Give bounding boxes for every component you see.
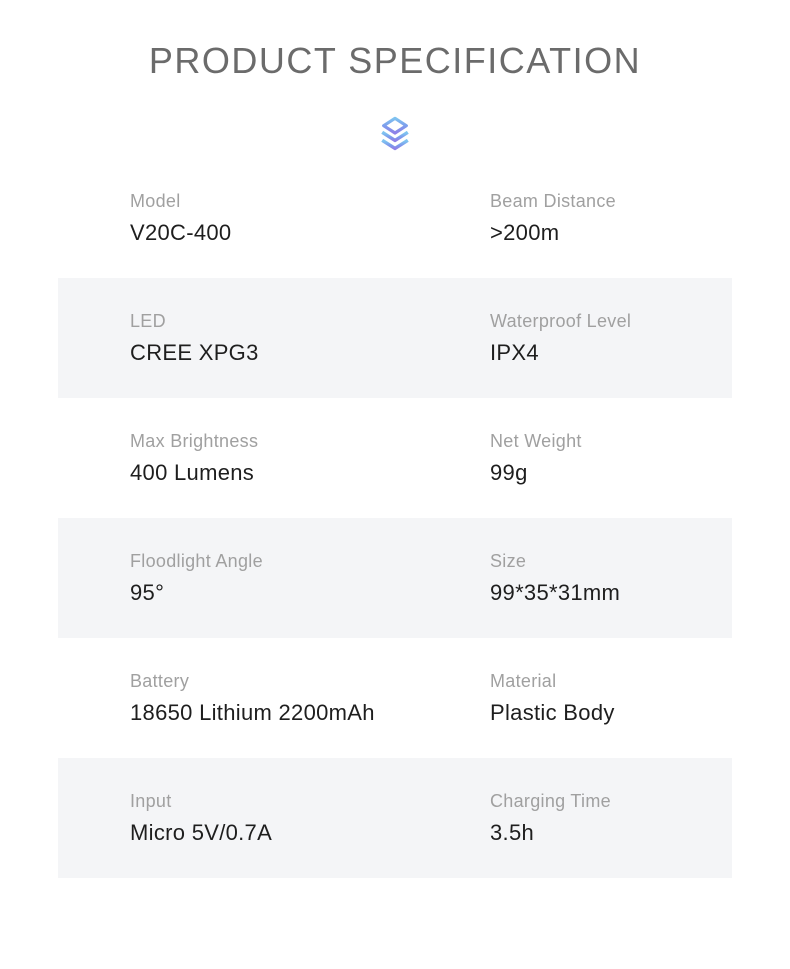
- spec-cell-led: [130, 311, 259, 365]
- spec-cell-net-weight: [490, 431, 582, 485]
- spec-row: [58, 158, 732, 278]
- spec-label: Input: [130, 791, 172, 811]
- spec-cell-waterproof-level: [490, 311, 631, 365]
- spec-value: V20C-400: [130, 220, 232, 245]
- icon-row: [0, 115, 790, 155]
- spec-label: Size: [490, 551, 527, 571]
- spec-row: [58, 518, 732, 638]
- spec-value: CREE XPG3: [130, 340, 259, 365]
- spec-label: Battery: [130, 671, 190, 691]
- spec-label: Model: [130, 191, 181, 211]
- spec-label: Charging Time: [490, 791, 611, 811]
- spec-value: 18650 Lithium 2200mAh: [130, 700, 375, 725]
- spec-label: Max Brightness: [130, 431, 259, 451]
- spec-value: 3.5h: [490, 820, 535, 845]
- spec-row: [58, 758, 732, 878]
- spec-cell-battery: [130, 671, 375, 725]
- spec-value: Micro 5V/0.7A: [130, 820, 273, 845]
- spec-value: >200m: [490, 220, 560, 245]
- spec-row: [58, 398, 732, 518]
- spec-label: Waterproof Level: [490, 311, 632, 331]
- layers-icon: [379, 115, 411, 155]
- spec-cell-max-brightness: [130, 431, 258, 485]
- spec-value: 99*35*31mm: [490, 580, 621, 605]
- spec-row: [58, 278, 732, 398]
- spec-label: Net Weight: [490, 431, 582, 451]
- spec-label: Material: [490, 671, 557, 691]
- spec-cell-input: [130, 791, 272, 845]
- spec-cell-model: [130, 191, 231, 245]
- spec-cell-charging-time: [490, 791, 611, 845]
- spec-value: Plastic Body: [490, 700, 615, 725]
- spec-label: Floodlight Angle: [130, 551, 263, 571]
- spec-table: [58, 158, 732, 878]
- spec-row: [58, 638, 732, 758]
- spec-cell-beam-distance: [490, 191, 616, 245]
- spec-cell-floodlight-angle: [130, 551, 263, 605]
- spec-cell-material: [490, 671, 615, 725]
- spec-value: 400 Lumens: [130, 460, 255, 485]
- spec-value: 99g: [490, 460, 528, 485]
- spec-label: Beam Distance: [490, 191, 616, 211]
- spec-value: IPX4: [490, 340, 539, 365]
- spec-value: 95°: [130, 580, 165, 605]
- page-title: PRODUCT SPECIFICATION: [148, 40, 642, 81]
- spec-label: LED: [130, 311, 166, 331]
- spec-cell-size: [490, 551, 620, 605]
